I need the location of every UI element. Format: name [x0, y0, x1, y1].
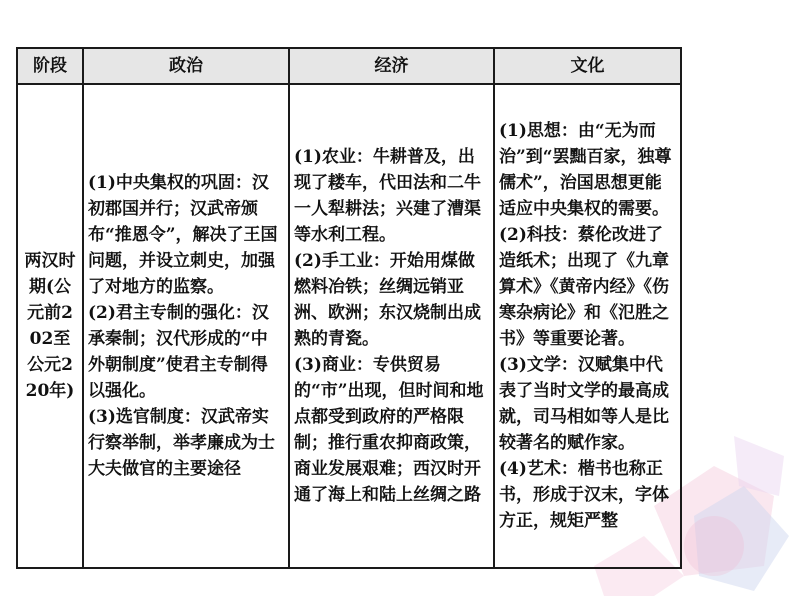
header-economy: 经济	[289, 48, 494, 84]
table-header-row	[17, 48, 681, 84]
economy-item: (1)农业：牛耕普及，出现了耧车，代田法和二牛一人犁耕法；兴建了漕渠等水利工程。	[294, 147, 481, 245]
header-politics: 政治	[83, 48, 289, 84]
politics-item: (2)君主专制的强化：汉承秦制；汉代形成的“中外朝制度”使君主专制得以强化。	[88, 303, 269, 401]
culture-item: (2)科技：蔡伦改进了造纸术；出现了《九章算术》《黄帝内经》《伤寒杂病论》和《氾胜之书》等重要论著。	[499, 225, 669, 349]
stage-cell: 两汉时期(公元前202至公元220年)	[17, 84, 83, 568]
politics-item: (3)选官制度：汉武帝实行察举制，举孝廉成为士大夫做官的主要途径	[88, 407, 275, 479]
politics-cell	[83, 84, 289, 568]
economy-cell	[289, 84, 494, 568]
culture-item: (1)思想：由“无为而治”到“罢黜百家，独尊儒术”，治国思想更能适应中央集权的需要。	[499, 121, 672, 219]
economy-item: (3)商业：专供贸易的“市”出现，但时间和地点都受到政府的严格限制；推行重农抑商政策，商业发展艰难；西汉时开通了海上和陆上丝绸之路	[294, 355, 484, 505]
culture-item: (3)文学：汉赋集中代表了当时文学的最高成就，司马相如等人是比较著名的赋作家。	[499, 355, 669, 453]
header-culture: 文化	[494, 48, 681, 84]
header-stage: 阶段	[17, 48, 83, 84]
table-row	[17, 84, 681, 568]
history-summary-table	[16, 47, 682, 569]
culture-cell	[494, 84, 681, 568]
culture-item: (4)艺术：楷书也称正书，形成于汉末，字体方正，规矩严整	[499, 459, 669, 531]
economy-item: (2)手工业：开始用煤做燃料冶铁；丝绸远销亚洲、欧洲；东汉烧制出成熟的青瓷。	[294, 251, 481, 349]
politics-item: (1)中央集权的巩固：汉初郡国并行；汉武帝颁布“推恩令”，解决了王国问题，并设立刺史，加强了对地方的监察。	[88, 173, 278, 297]
